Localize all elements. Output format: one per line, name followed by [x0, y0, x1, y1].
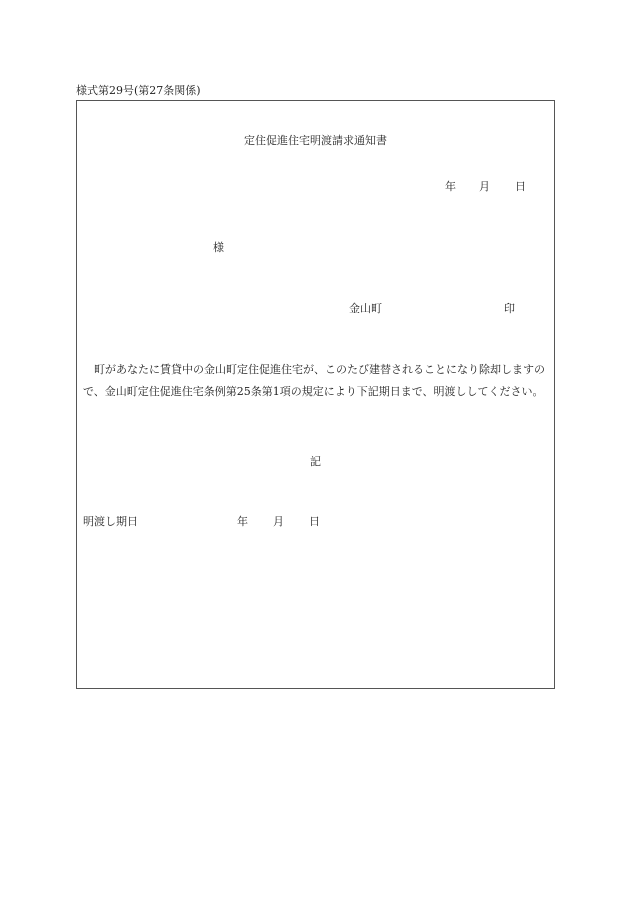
- date-year-label: 年: [445, 180, 456, 193]
- addressee-suffix: 様: [213, 241, 224, 254]
- seal-mark: 印: [504, 302, 515, 315]
- notice-body-text: 町があなたに賃貸中の金山町定住促進住宅が、このたび建替されることになり除却しますので、金山町定住促進住宅条例第25条第1項の規定により下記期日まで、明渡ししてください。: [83, 363, 545, 398]
- date-day-label: 日: [515, 180, 526, 193]
- handover-date-label: 明渡し期日: [83, 515, 138, 528]
- handover-month-label: 月: [273, 515, 284, 528]
- form-number-label: 様式第29号(第27条関係): [76, 84, 201, 97]
- handover-year-label: 年: [237, 515, 248, 528]
- handover-day-label: 日: [309, 515, 320, 528]
- document-frame: [76, 100, 555, 689]
- date-month-label: 月: [479, 180, 490, 193]
- issuer-name: 金山町: [349, 302, 382, 315]
- document-title: 定住促進住宅明渡請求通知書: [244, 134, 387, 147]
- ki-heading: 記: [310, 455, 321, 468]
